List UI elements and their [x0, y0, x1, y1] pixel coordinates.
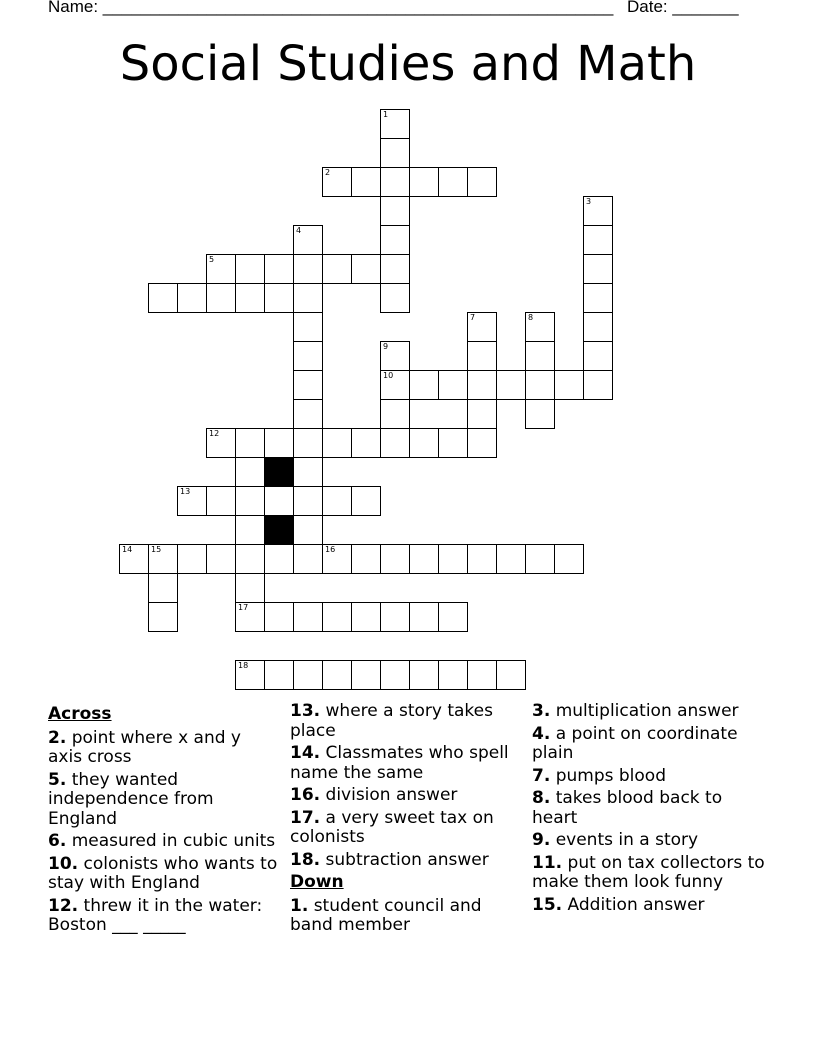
down-clue-list-continued — [532, 702, 768, 915]
clue-number: 13. — [290, 701, 321, 721]
down-heading: Down — [290, 872, 344, 892]
grid-cell[interactable] — [583, 254, 613, 284]
clue-number-label: 3 — [586, 197, 592, 206]
black-square — [264, 515, 294, 545]
grid-cell[interactable] — [351, 544, 381, 574]
grid-cell[interactable] — [119, 544, 149, 574]
grid-cell[interactable] — [235, 573, 265, 603]
clue-text: Addition answer — [562, 894, 705, 915]
grid-cell[interactable] — [148, 573, 178, 603]
clue-text: point where x and y axis cross — [48, 727, 241, 767]
clue-item — [532, 725, 768, 764]
grid-cell[interactable] — [496, 370, 526, 400]
clue-text: subtraction answer — [320, 849, 489, 870]
grid-cell[interactable] — [148, 544, 178, 574]
grid-cell[interactable] — [438, 660, 468, 690]
name-field-line: Name: ______________________________________________________ — [48, 0, 614, 16]
clue-number: 4. — [532, 723, 551, 744]
clue-number-label: 10 — [383, 371, 394, 380]
grid-cell[interactable] — [235, 544, 265, 574]
grid-cell[interactable] — [583, 370, 613, 400]
grid-cell[interactable] — [525, 544, 555, 574]
grid-cell[interactable] — [380, 660, 410, 690]
grid-cell[interactable] — [380, 254, 410, 284]
grid-cell[interactable] — [380, 602, 410, 632]
grid-cell[interactable] — [351, 428, 381, 458]
grid-cell[interactable] — [293, 457, 323, 487]
grid-cell[interactable] — [351, 254, 381, 284]
clue-text: multiplication answer — [550, 701, 739, 721]
grid-cell[interactable] — [554, 370, 584, 400]
clue-item — [48, 897, 280, 936]
grid-cell[interactable] — [177, 283, 207, 313]
clue-number: 16. — [290, 785, 321, 805]
grid-cell[interactable] — [409, 660, 439, 690]
clue-text: put on tax collectors to make them look funny — [532, 852, 765, 892]
grid-cell[interactable] — [380, 544, 410, 574]
grid-cell[interactable] — [438, 428, 468, 458]
clue-number: 5. — [48, 769, 67, 790]
clue-number-label: 8 — [528, 313, 534, 322]
grid-cell[interactable] — [467, 544, 497, 574]
clue-number: 8. — [532, 788, 551, 808]
grid-cell[interactable] — [409, 167, 439, 197]
grid-cell[interactable] — [525, 341, 555, 371]
clue-number-label: 17 — [238, 603, 249, 612]
grid-cell[interactable] — [235, 283, 265, 313]
grid-cell[interactable] — [293, 225, 323, 255]
clue-item — [48, 855, 280, 894]
grid-cell[interactable] — [235, 660, 265, 690]
grid-cell[interactable] — [583, 341, 613, 371]
grid-cell[interactable] — [235, 457, 265, 487]
clue-number-label: 16 — [325, 545, 336, 554]
grid-cell[interactable] — [264, 283, 294, 313]
grid-cell[interactable] — [235, 602, 265, 632]
grid-cell[interactable] — [380, 341, 410, 371]
grid-cell[interactable] — [409, 428, 439, 458]
grid-cell[interactable] — [206, 254, 236, 284]
clue-item — [290, 702, 526, 741]
grid-cell[interactable] — [293, 515, 323, 545]
grid-cell[interactable] — [525, 312, 555, 342]
grid-cell[interactable] — [264, 544, 294, 574]
grid-cell[interactable] — [206, 544, 236, 574]
clue-text: a very sweet tax on colonists — [290, 807, 494, 847]
grid-cell[interactable] — [525, 399, 555, 429]
grid-cell[interactable] — [264, 602, 294, 632]
clue-item — [290, 897, 526, 936]
grid-cell[interactable] — [235, 486, 265, 516]
grid-cell[interactable] — [438, 544, 468, 574]
grid-cell[interactable] — [496, 660, 526, 690]
grid-cell[interactable] — [583, 225, 613, 255]
page-title: Social Studies and Math — [119, 36, 697, 92]
grid-cell[interactable] — [293, 544, 323, 574]
clue-number: 12. — [48, 895, 79, 916]
grid-cell[interactable] — [380, 138, 410, 168]
grid-cell[interactable] — [235, 428, 265, 458]
grid-cell[interactable] — [322, 660, 352, 690]
clue-number-label: 9 — [383, 342, 389, 351]
clue-number: 1. — [290, 895, 309, 916]
grid-cell[interactable] — [293, 602, 323, 632]
clue-number-label: 12 — [209, 429, 220, 438]
grid-cell[interactable] — [409, 602, 439, 632]
clue-number: 10. — [48, 853, 79, 874]
clue-item — [532, 702, 768, 722]
grid-cell[interactable] — [351, 167, 381, 197]
grid-cell[interactable] — [438, 602, 468, 632]
grid-cell[interactable] — [525, 370, 555, 400]
grid-cell[interactable] — [293, 399, 323, 429]
clue-number: 3. — [532, 701, 551, 721]
clue-item — [532, 831, 768, 851]
grid-cell[interactable] — [351, 486, 381, 516]
clue-text: they wanted independence from England — [48, 769, 214, 829]
grid-cell[interactable] — [264, 428, 294, 458]
clue-item — [290, 786, 526, 806]
clue-text: colonists who wants to stay with England — [48, 853, 278, 893]
grid-cell[interactable] — [322, 254, 352, 284]
clue-item — [290, 809, 526, 848]
grid-cell[interactable] — [293, 312, 323, 342]
grid-cell[interactable] — [322, 428, 352, 458]
clue-text: division answer — [320, 785, 458, 805]
grid-cell[interactable] — [177, 544, 207, 574]
grid-cell[interactable] — [293, 486, 323, 516]
clue-number-label: 4 — [296, 226, 302, 235]
grid-cell[interactable] — [380, 225, 410, 255]
clue-number-label: 13 — [180, 487, 191, 496]
grid-cell[interactable] — [293, 283, 323, 313]
grid-cell[interactable] — [235, 515, 265, 545]
grid-cell[interactable] — [438, 370, 468, 400]
clue-text: student council and band member — [290, 895, 482, 935]
grid-cell[interactable] — [351, 660, 381, 690]
grid-cell[interactable] — [293, 341, 323, 371]
grid-cell[interactable] — [409, 544, 439, 574]
across-heading: Across — [48, 704, 112, 724]
grid-cell[interactable] — [467, 167, 497, 197]
grid-cell[interactable] — [380, 370, 410, 400]
clues-column-1 — [48, 702, 280, 939]
clue-number: 17. — [290, 807, 321, 828]
clue-number: 6. — [48, 831, 67, 851]
clue-text: measured in cubic units — [66, 831, 276, 851]
clue-item — [532, 854, 768, 893]
grid-cell[interactable] — [148, 602, 178, 632]
grid-cell[interactable] — [293, 254, 323, 284]
clue-item — [290, 744, 526, 783]
clue-number-label: 5 — [209, 255, 215, 264]
grid-cell[interactable] — [467, 341, 497, 371]
grid-cell[interactable] — [467, 428, 497, 458]
grid-cell[interactable] — [380, 167, 410, 197]
clue-number-label: 1 — [383, 110, 389, 119]
grid-cell[interactable] — [554, 544, 584, 574]
grid-cell[interactable] — [206, 428, 236, 458]
clue-number-label: 18 — [238, 661, 249, 670]
clue-text: takes blood back to heart — [532, 788, 723, 828]
clue-number: 9. — [532, 830, 551, 850]
grid-cell[interactable] — [467, 312, 497, 342]
clue-number-label: 2 — [325, 168, 331, 177]
clue-item — [532, 767, 768, 787]
grid-cell[interactable] — [496, 544, 526, 574]
grid-cell[interactable] — [467, 399, 497, 429]
grid-cell[interactable] — [380, 109, 410, 139]
date-field-line: Date: _______ — [627, 0, 739, 16]
clue-number: 15. — [532, 894, 563, 915]
grid-cell[interactable] — [206, 283, 236, 313]
clues-column-2 — [290, 702, 526, 939]
clue-number-label: 15 — [151, 545, 162, 554]
clue-number: 14. — [290, 743, 321, 763]
grid-cell[interactable] — [467, 370, 497, 400]
grid-cell[interactable] — [235, 254, 265, 284]
grid-cell[interactable] — [293, 370, 323, 400]
clue-number: 11. — [532, 852, 563, 873]
grid-cell[interactable] — [206, 486, 236, 516]
across-clue-list — [48, 729, 280, 936]
clue-item — [290, 851, 526, 871]
clue-text: where a story takes place — [290, 701, 493, 741]
grid-cell[interactable] — [322, 544, 352, 574]
grid-cell[interactable] — [293, 660, 323, 690]
clue-item — [532, 789, 768, 828]
grid-cell[interactable] — [467, 660, 497, 690]
clue-number: 7. — [532, 765, 551, 786]
grid-cell[interactable] — [438, 167, 468, 197]
clue-number-label: 14 — [122, 545, 133, 554]
grid-cell[interactable] — [380, 428, 410, 458]
grid-cell[interactable] — [322, 602, 352, 632]
black-square — [264, 457, 294, 487]
grid-cell[interactable] — [177, 486, 207, 516]
grid-cell[interactable] — [322, 167, 352, 197]
grid-cell[interactable] — [583, 283, 613, 313]
grid-cell[interactable] — [409, 370, 439, 400]
across-clue-list-continued — [290, 702, 526, 870]
grid-cell[interactable] — [322, 486, 352, 516]
clue-number: 2. — [48, 727, 67, 748]
grid-cell[interactable] — [264, 254, 294, 284]
clue-text: pumps blood — [550, 765, 666, 786]
grid-cell[interactable] — [264, 660, 294, 690]
down-clue-list — [290, 897, 526, 936]
grid-cell[interactable] — [351, 602, 381, 632]
clue-text: Classmates who spell name the same — [290, 743, 509, 783]
grid-cell[interactable] — [380, 399, 410, 429]
grid-cell[interactable] — [380, 196, 410, 226]
clue-text: threw it in the water: Boston ___ _____ — [48, 895, 263, 935]
clue-text: events in a story — [550, 830, 699, 850]
clue-item — [48, 729, 280, 768]
grid-cell[interactable] — [148, 283, 178, 313]
clue-item — [48, 832, 280, 852]
grid-cell[interactable] — [380, 283, 410, 313]
clue-item — [48, 771, 280, 830]
grid-cell[interactable] — [293, 428, 323, 458]
clue-text: a point on coordinate plain — [532, 723, 738, 763]
clue-number-label: 7 — [470, 313, 476, 322]
clue-item — [532, 896, 768, 916]
clues-column-3 — [532, 702, 768, 918]
clue-number: 18. — [290, 849, 321, 870]
grid-cell[interactable] — [583, 196, 613, 226]
grid-cell[interactable] — [583, 312, 613, 342]
